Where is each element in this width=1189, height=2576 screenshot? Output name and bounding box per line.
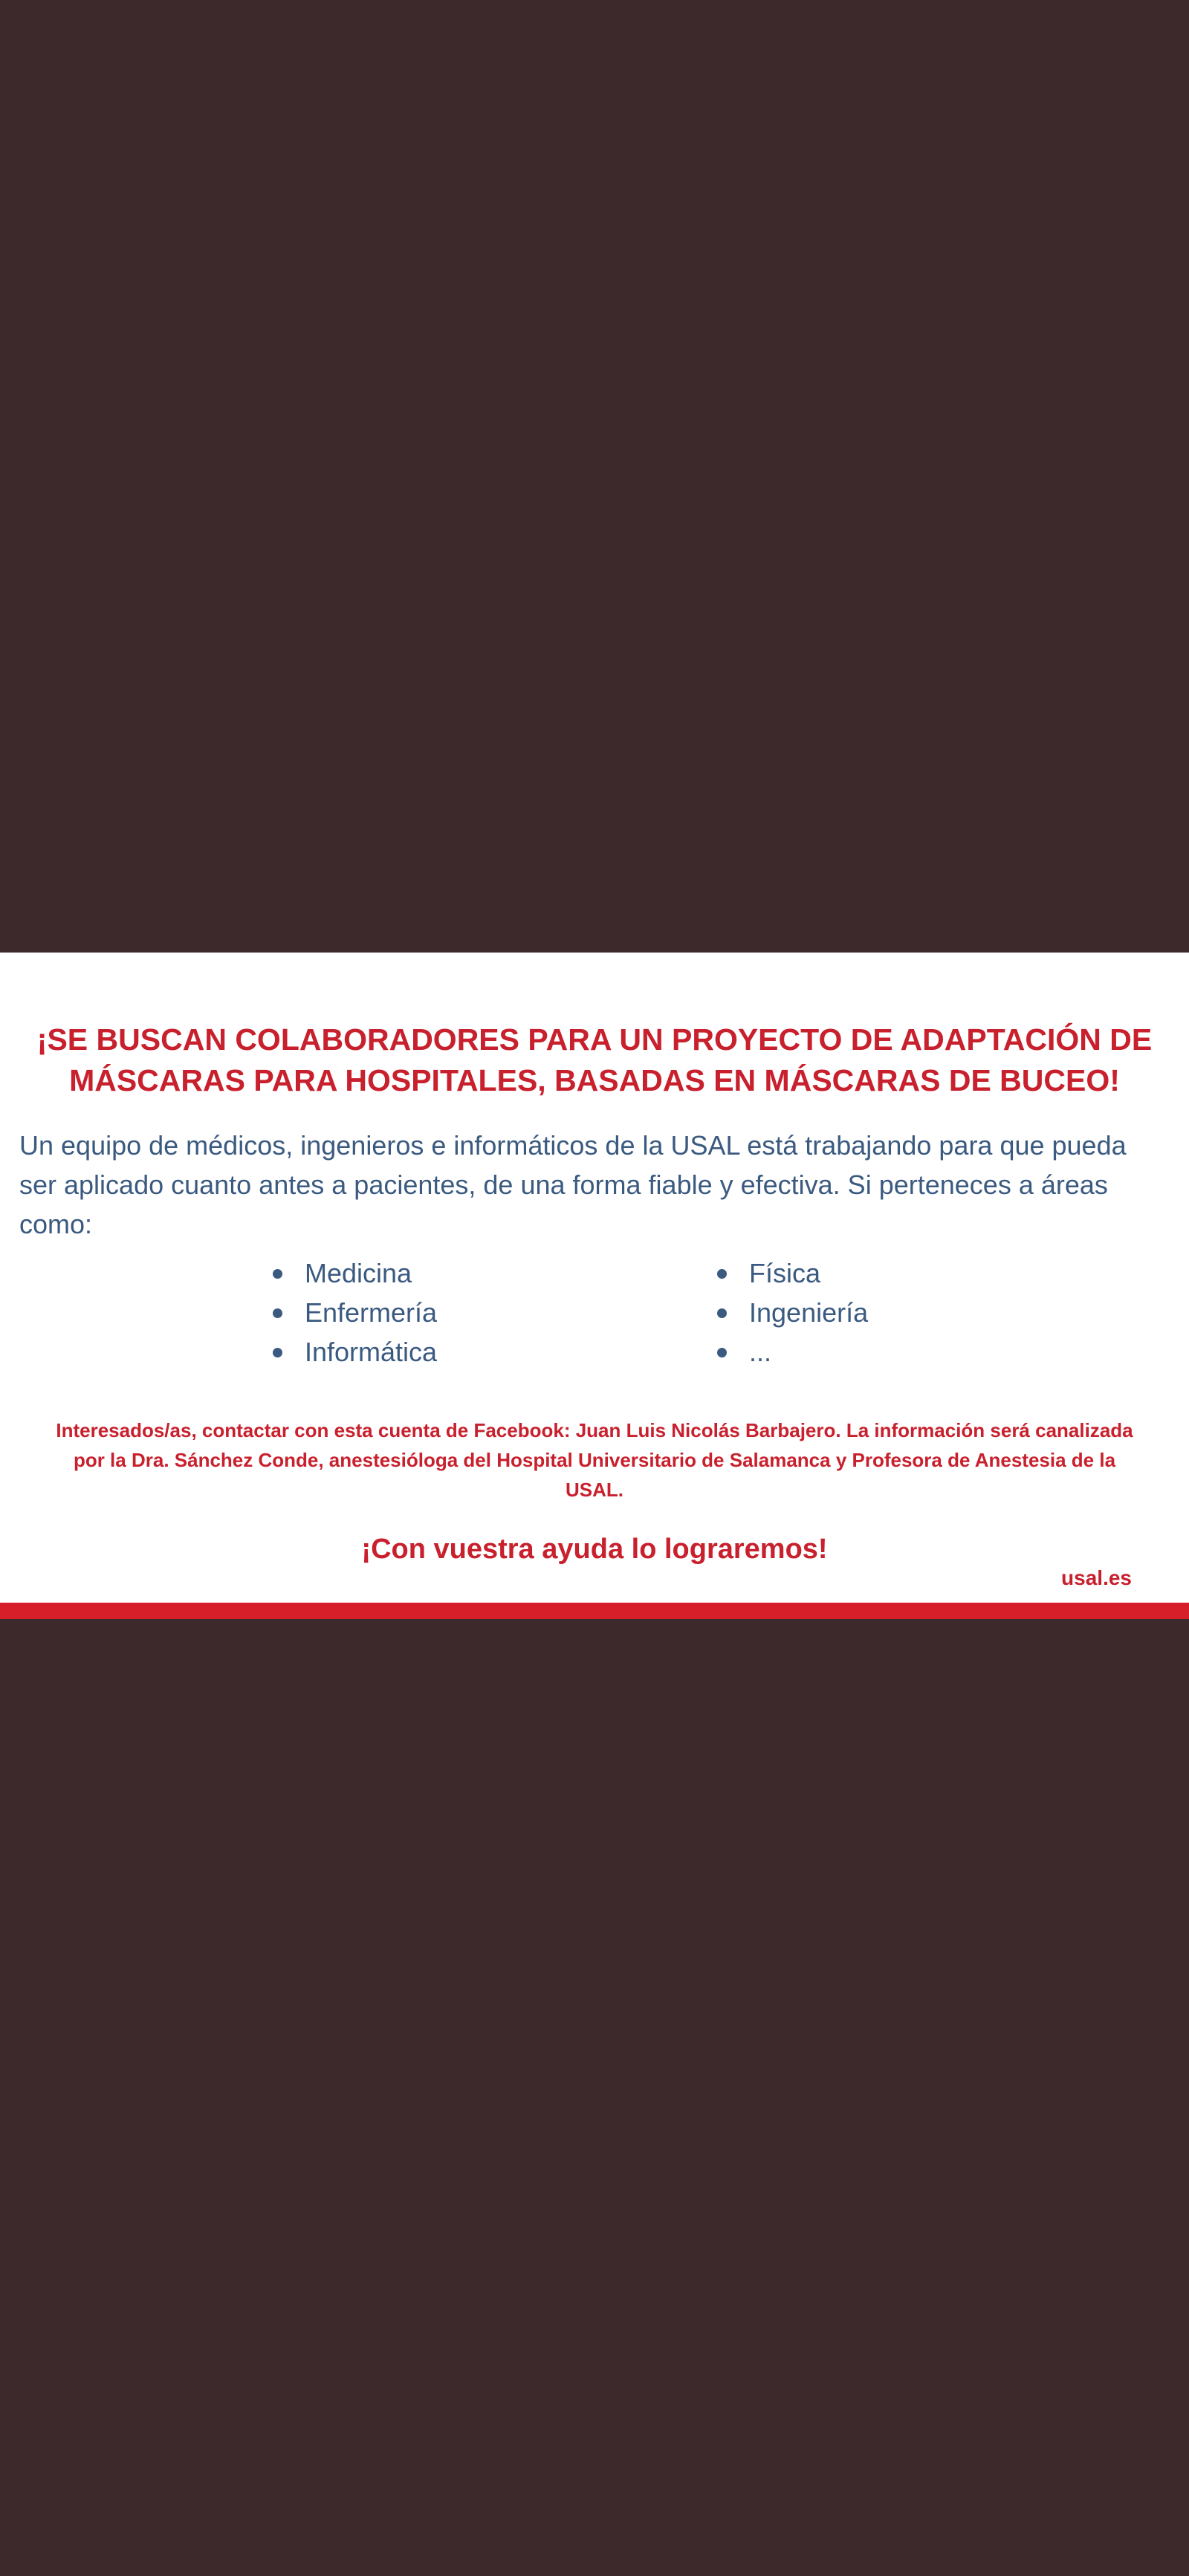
contact-info: Interesados/as, contactar con esta cuenta de Facebook: Juan Luis Nicolás Barbajero. La información será canalizada por la Dra. Sánchez Conde, anestesióloga del Hospital Universitario de Salamanca y Profesora de Anestesia de la USAL.: [56, 1419, 1133, 1501]
list-item: Ingeniería: [712, 1293, 868, 1332]
footer-red-bar: [0, 1603, 1189, 1619]
list-item: Enfermería: [268, 1293, 437, 1332]
intro-paragraph: Un equipo de médicos, ingenieros e informáticos de la USAL está trabajando para que pueda ser aplicado cuanto antes a pacientes, de una forma fiable y efectiva. Si perteneces a áreas como:: [19, 1130, 1127, 1239]
headline: ¡SE BUSCAN COLABORADORES PARA UN PROYECTO DE ADAPTACIÓN DE MÁSCARAS PARA HOSPITALES, BASADAS EN MÁSCARAS DE BUCEO!: [36, 1022, 1153, 1097]
areas-list-right: [712, 1253, 868, 1372]
closing-message: ¡Con vuestra ayuda lo lograremos!: [361, 1534, 828, 1565]
announcement-card: [0, 953, 1189, 1603]
areas-list-left: [268, 1253, 437, 1372]
list-item: Medicina: [268, 1253, 437, 1293]
site-link[interactable]: usal.es: [1061, 1566, 1132, 1589]
list-item: Física: [712, 1253, 868, 1293]
list-item: Informática: [268, 1332, 437, 1372]
list-item: ...: [712, 1332, 868, 1372]
